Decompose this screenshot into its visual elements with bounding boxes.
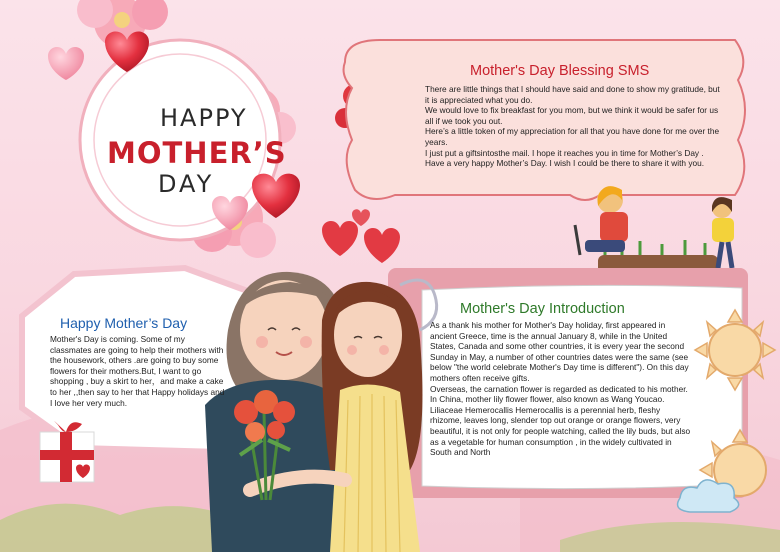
- intro-heading: Mother's Day Introduction: [460, 301, 625, 317]
- happy-heading: Happy Mother’s Day: [60, 315, 188, 331]
- sms-heading: Mother's Day Blessing SMS: [470, 63, 650, 79]
- sms-paragraph: We would love to fix breakfast for you mom, but we think it would be safer for us all if we took you out.: [425, 105, 719, 126]
- title-day: DAY: [158, 170, 215, 198]
- heart-float-1: [322, 221, 358, 256]
- happy-body: Mother's Day is coming. Some of my classmates are going to help their mothers with the housework, others .are going to buy some flowers for their mothers.But, I want to go shopping , buy a skirt to her，and make a cake to her ,,then say to her that Happy holidays and I love her very much.: [50, 334, 225, 408]
- heart-float-2: [364, 228, 400, 263]
- mother-daughter-illustration: [205, 272, 422, 552]
- intro-body: [430, 320, 692, 458]
- sms-paragraph: Here’s a little token of my appreciation for all that you have done for me over the years.: [425, 126, 720, 147]
- title-mothers: MOTHER’S: [107, 136, 287, 170]
- heart-pink-small: [48, 47, 84, 80]
- sms-paragraph: There are little things that I should have said and done to show my gratitude, but it is appreciated what you do.: [425, 84, 720, 105]
- sun-right: [695, 310, 775, 390]
- sms-paragraph: I just put a giftsintosthe mail. I hope it reaches you in time for Mother’s Day . Have a very happy Mother’s Day. I wish I could be there to share it with you.: [425, 147, 705, 169]
- sms-body: [425, 84, 725, 169]
- intro-paragraph: Overseas, the carnation flower is regarded as dedicated to his mother.: [430, 383, 688, 394]
- intro-paragraph: In China, mother lily flower flower, also known as Wang Youcao. Liliaceae Hemerocallis Hemerocallis is a perennial herb, fleshy rhizome, leaves long, slender top out orange or orange flowers, very beautiful, it is not only for people watching, called the lily buds, but also as a vegetable for human consumption , in the widely cultivated in South and North: [430, 394, 691, 458]
- intro-paragraph: As a thank his mother for Mother's Day holiday, first appeared in ancient Greece, time is the annual January 8, while in the United States, Canada and some other countries, it is every year the second Sunday in May, a number of other countries dates were the same (see below "the world celebrate Mother's Day time is different"). On this day mothers often receive gifts.: [430, 320, 689, 383]
- title-happy: HAPPY: [160, 104, 248, 132]
- gardening-scene: [575, 186, 734, 277]
